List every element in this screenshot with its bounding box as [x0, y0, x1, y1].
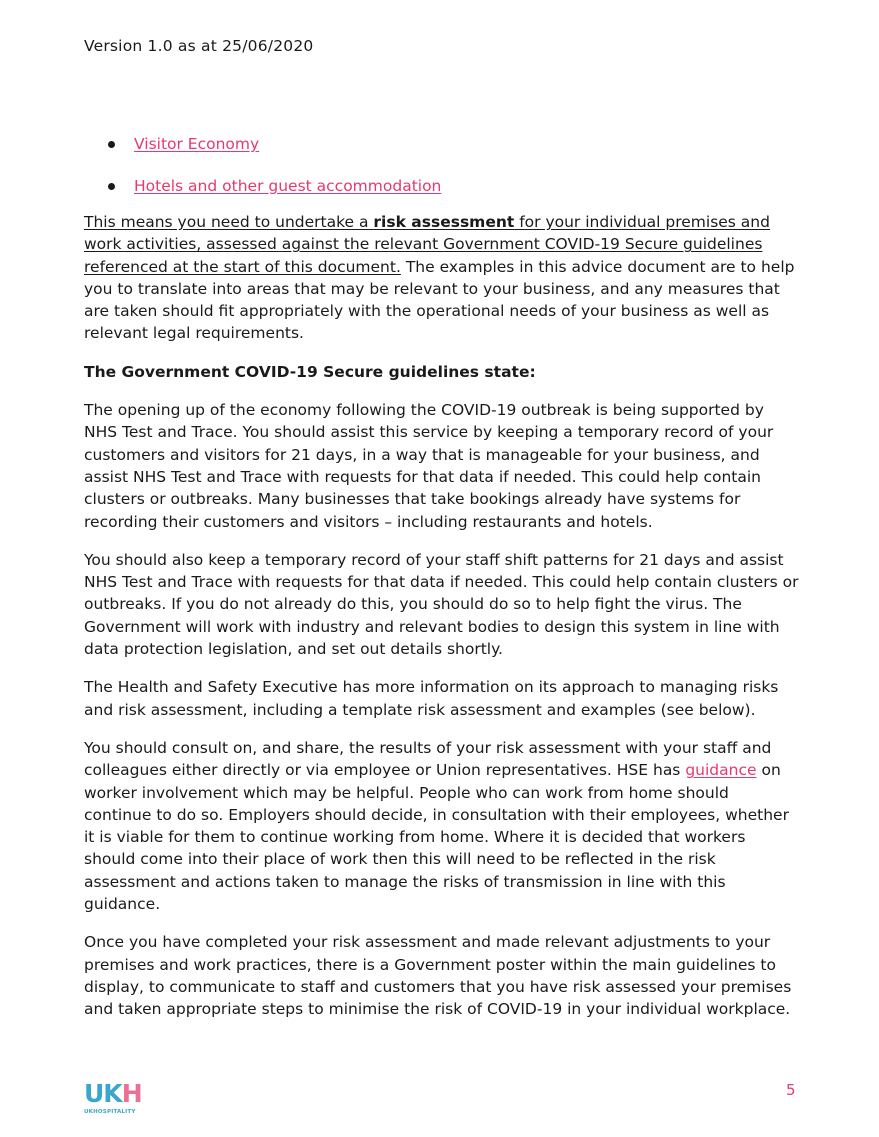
bullet-icon: [108, 141, 115, 148]
bullet-icon: [108, 183, 115, 190]
paragraph-text: You should consult on, and share, the results of your risk assessment with your staff and colleagues either directly or via employee or Union representatives. HSE has: [84, 738, 772, 780]
paragraph-staff-shift-records: You should also keep a temporary record of your staff shift patterns for 21 days and assist NHS Test and Trace with requests for that data if needed. This could help contain clusters or outbreaks. If you do not already do this, you should do so to help fight the virus. The Government will work with industry and relevant bodies to design this system in line with data protection legislation, and set out details shortly.: [84, 550, 799, 659]
paragraph-test-and-trace: The opening up of the economy following the COVID-19 outbreak is being supported by NHS Test and Trace. You should assist this service by keeping a temporary record of your customers and visitors for 21 days, in a way that is manageable for your business, and assist NHS Test and Trace with requests for that data if needed. This could help contain clusters or outbreaks. Many businesses that take bookings already have systems for recording their customers and visitors – including restaurants and hotels.: [84, 401, 774, 531]
section-heading: The Government COVID-19 Secure guidelines state:: [84, 362, 536, 381]
paragraph-text: The examples in this advice document are to help you to translate into areas that may be relevant to your business, and any measures that are taken should fit appropriately with the operational needs of your business as well as relevant legal requirements.: [84, 257, 795, 343]
hotels-accommodation-link[interactable]: Hotels and other guest accommodation: [134, 177, 442, 195]
logo-mark: UKH: [84, 1079, 142, 1108]
body-text: [84, 211, 800, 1037]
ukhospitality-logo: [84, 1081, 140, 1119]
paragraph-poster: Once you have completed your risk assessment and made relevant adjustments to your premises and work practices, there is a Government poster within the main guidelines to display, to communicate to staff and customers that you have risk assessed your premises and taken appropriate steps to minimise the risk of COVID-19 in your individual workplace.: [84, 933, 792, 1019]
visitor-economy-link[interactable]: Visitor Economy: [134, 135, 260, 153]
paragraph-text: on worker involvement which may be helpful. People who can work from home should continue to do so. Employers should decide, in consultation with their employees, whether it is viable for them to continue working from home. Where it is decided that workers should come into their place of work then this will need to be reflected in the risk assessment and actions taken to manage the risks of transmission in line with this guidance.: [84, 761, 789, 914]
page-number: 5: [786, 1081, 796, 1099]
version-header: Version 1.0 as at 25/06/2020: [84, 37, 314, 55]
bullet-list: [108, 133, 441, 217]
paragraph-consultation: [84, 737, 800, 915]
guidance-link[interactable]: guidance: [685, 761, 757, 780]
underlined-text: for your individual premises and work activities, assessed against the relevant Government COVID-19 Secure guidelines referenced at the start of this document.: [84, 213, 770, 276]
paragraph-hse-information: The Health and Safety Executive has more information on its approach to managing risks and risk assessment, including a template risk assessment and examples (see below).: [84, 678, 779, 719]
underlined-text: This means you need to undertake a: [84, 213, 374, 231]
paragraph-risk-assessment: [84, 211, 800, 345]
risk-assessment-term: risk assessment: [373, 213, 515, 231]
list-item: [108, 133, 441, 175]
logo-wordmark: UKHOSPITALITY: [84, 1109, 136, 1115]
